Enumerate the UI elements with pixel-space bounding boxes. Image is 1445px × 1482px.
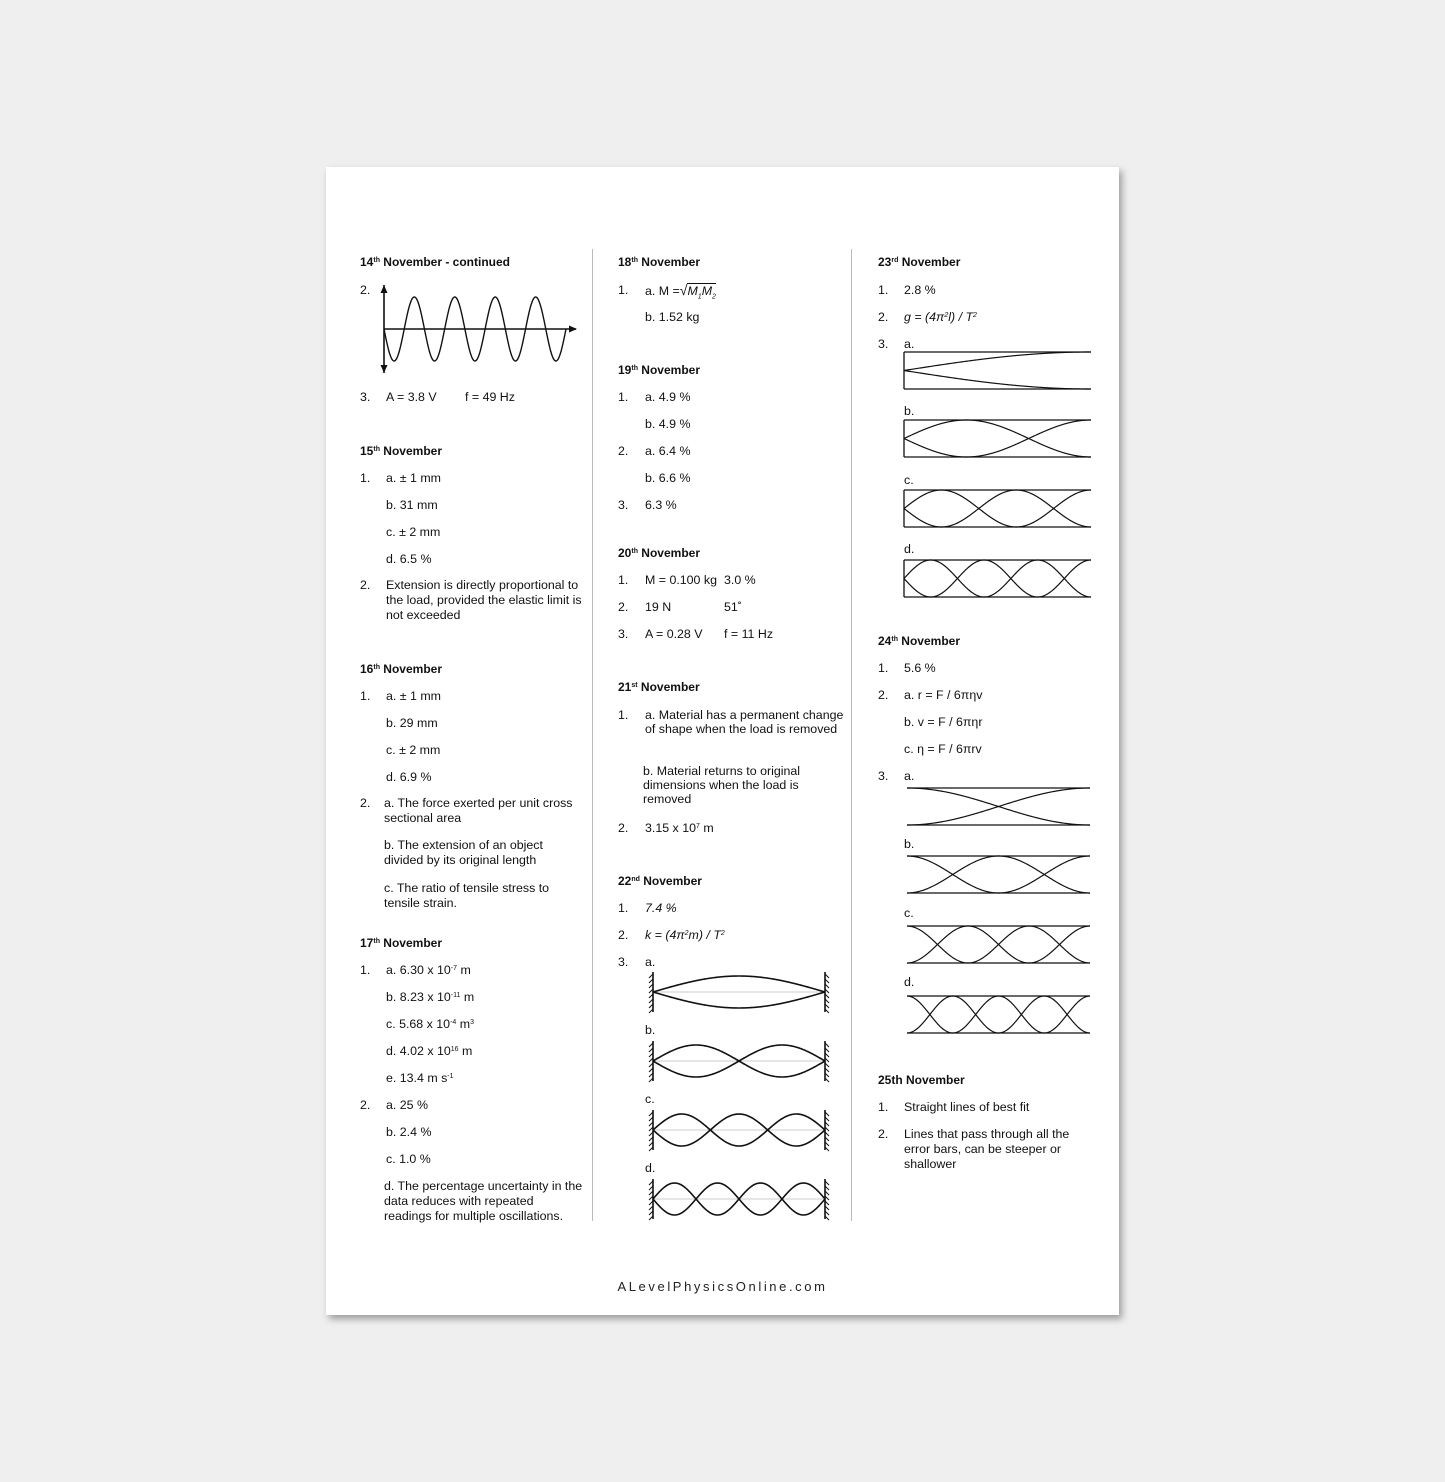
answer-text: a. The force exerted per unit cross sectional area (384, 796, 573, 825)
answer-text: Lines that pass through all the error bars, can be steeper or shallower (904, 1127, 1070, 1171)
fixed-ends-wave-1-loop (647, 971, 831, 1013)
closed-open-pipe-mode-3 (903, 419, 1092, 459)
answer-text: M = 0.100 kg (645, 573, 717, 587)
answer-text: d. 4.02 x $10^{16}$ m (386, 1044, 473, 1058)
q-number: 1. (618, 901, 629, 915)
q-number: 1. (360, 471, 371, 485)
heading-22-november: 22nd November (618, 874, 702, 888)
answer-text: a. 4.9 % (645, 390, 691, 404)
closed-open-pipe-mode-1 (903, 351, 1092, 391)
heading-23-november: 23rd November (878, 255, 961, 269)
column-divider-1 (592, 249, 593, 1221)
heading-14-november: 14th November - continued (360, 255, 510, 269)
q-number: 1. (878, 1100, 889, 1114)
answer-text: b. 29 mm (386, 716, 438, 730)
heading-19-november: 19th November (618, 363, 700, 377)
answer-text: d. 6.5 % (386, 552, 432, 566)
part-label: d. (645, 1161, 656, 1175)
column-divider-2 (851, 249, 852, 1221)
answer-formula: $k = (4\pi^2m) / T^2$ (645, 928, 725, 942)
heading-24-november: 24th November (878, 634, 960, 648)
answer-text: c. 5.68 x $10^{-4}$ $m^3$ (386, 1017, 474, 1031)
answer-text: b. 1.52 kg (645, 310, 700, 324)
heading-16-november: 16th November (360, 662, 442, 676)
answer-text: b. 6.6 % (645, 471, 691, 485)
q-number: 2. (618, 444, 629, 458)
q-number: 1. (618, 283, 629, 297)
q-number: 2. (360, 578, 371, 592)
q-number: 3. (878, 769, 889, 783)
answer-text: b. Material returns to original dimensions when the load is removed (643, 764, 801, 806)
q-number: 2. (618, 821, 629, 835)
q-number: 3. (878, 337, 889, 351)
answer-text: b. 8.23 x $10^{-11}$ m (386, 990, 475, 1004)
answer-text: c. 1.0 % (386, 1152, 431, 1166)
q-number: 3. (618, 627, 629, 641)
answer-text: b. The extension of an object divided by its original length (384, 838, 543, 867)
q-number: 1. (618, 573, 629, 587)
answer-text: a. Material has a permanent change of shape when the load is removed (645, 708, 844, 736)
part-label: a. (904, 337, 915, 351)
answer-text: b. 4.9 % (645, 417, 691, 431)
sine-wave-graph (380, 285, 580, 375)
answer-text: d. 6.9 % (386, 770, 432, 784)
heading-25-november: 25th November (878, 1073, 965, 1087)
part-label: a. (904, 769, 915, 783)
answer-frequency: f = 49 Hz (465, 390, 515, 404)
q-number: 3. (360, 390, 371, 404)
answer-text: 3.0 % (724, 573, 756, 587)
answer-sheet-page (326, 167, 1119, 1315)
heading-15-november: 15th November (360, 444, 442, 458)
part-label: c. (904, 906, 914, 920)
fixed-ends-wave-3-loops (647, 1109, 831, 1151)
answer-text: b. 2.4 % (386, 1125, 432, 1139)
answer-text: Extension is directly proportional to the load, provided the elastic limit is not exceeded (386, 578, 582, 622)
answer-text: b. 31 mm (386, 498, 438, 512)
open-pipe-mode-2 (906, 855, 1091, 895)
part-label: b. (645, 1023, 656, 1037)
q-number: 3. (618, 955, 629, 969)
part-label: d. (904, 975, 915, 989)
part-label: d. (904, 542, 915, 556)
answer-text: e. 13.4 m $s^{-1}$ (386, 1071, 454, 1085)
part-label: a. (645, 955, 656, 969)
answer-formula: a. $M =√M_1M_2$ (645, 282, 716, 301)
q-number: 1. (618, 390, 629, 404)
answer-text: f = 11 Hz (724, 627, 774, 641)
closed-open-pipe-mode-5 (903, 489, 1092, 529)
heading-17-november: 17th November (360, 936, 442, 950)
answer-text: 5.6 % (904, 661, 936, 675)
answer-amplitude: A = 3.8 V (386, 390, 437, 404)
answer-text: a. 6.4 % (645, 444, 691, 458)
answer-formula: c. η = F / 6πrv (904, 742, 982, 756)
answer-text: 19 N (645, 600, 672, 614)
answer-text: a. ± 1 mm (386, 471, 441, 485)
q-number: 2. (618, 600, 629, 614)
q-number: 2. (878, 1127, 889, 1141)
q-number: 1. (360, 963, 371, 977)
q-number: 2. (878, 310, 889, 324)
answer-text: c. ± 2 mm (386, 743, 441, 757)
closed-open-pipe-mode-7 (903, 559, 1092, 599)
q-number: 2. (618, 928, 629, 942)
fixed-ends-wave-4-loops (647, 1178, 831, 1220)
answer-text: 6.3 % (645, 498, 677, 512)
part-label: b. (904, 837, 915, 851)
heading-18-november: 18th November (618, 255, 700, 269)
heading-20-november: 20th November (618, 546, 700, 560)
q-number: 1. (878, 283, 889, 297)
open-pipe-mode-1 (906, 787, 1091, 827)
part-label: c. (645, 1092, 655, 1106)
answer-text: 2.8 % (904, 283, 936, 297)
q-number: 2. (360, 1098, 371, 1112)
q-number: 3. (618, 498, 629, 512)
answer-text: a. ± 1 mm (386, 689, 441, 703)
q-number: 1. (360, 689, 371, 703)
answer-text: c. The ratio of tensile stress to tensile strain. (384, 881, 550, 910)
answer-formula: $g = (4\pi^2l) / T^2$ (904, 310, 977, 324)
part-label: c. (904, 473, 914, 487)
fixed-ends-wave-2-loops (647, 1040, 831, 1082)
answer-text: 51˚ (724, 600, 742, 614)
heading-21-november: 21st November (618, 680, 700, 694)
open-pipe-mode-4 (906, 995, 1091, 1035)
answer-text: a. 25 % (386, 1098, 429, 1112)
answer-text: 7.4 % (645, 901, 677, 915)
answer-text: 3.15 x $10^7$ m (645, 821, 714, 835)
q-number: 2. (878, 688, 889, 702)
q-number: 2. (360, 796, 371, 810)
answer-text: c. ± 2 mm (386, 525, 441, 539)
part-label: b. (904, 404, 915, 418)
q-number: 1. (878, 661, 889, 675)
answer-text: Straight lines of best fit (904, 1100, 1030, 1114)
answer-text: a. 6.30 x $10^{-7}$ m (386, 963, 471, 977)
answer-formula: a. r = F / 6πηv (904, 688, 983, 702)
footer-website: ALevelPhysicsOnline.com (617, 1279, 828, 1294)
answer-text: A = 0.28 V (645, 627, 703, 641)
open-pipe-mode-3 (906, 925, 1091, 965)
q-number: 2. (360, 283, 371, 297)
answer-formula: b. v = F / 6πηr (904, 715, 983, 729)
q-number: 1. (618, 708, 629, 722)
answer-text: d. The percentage uncertainty in the data reduces with repeated readings for multiple oscillations. (384, 1179, 583, 1223)
